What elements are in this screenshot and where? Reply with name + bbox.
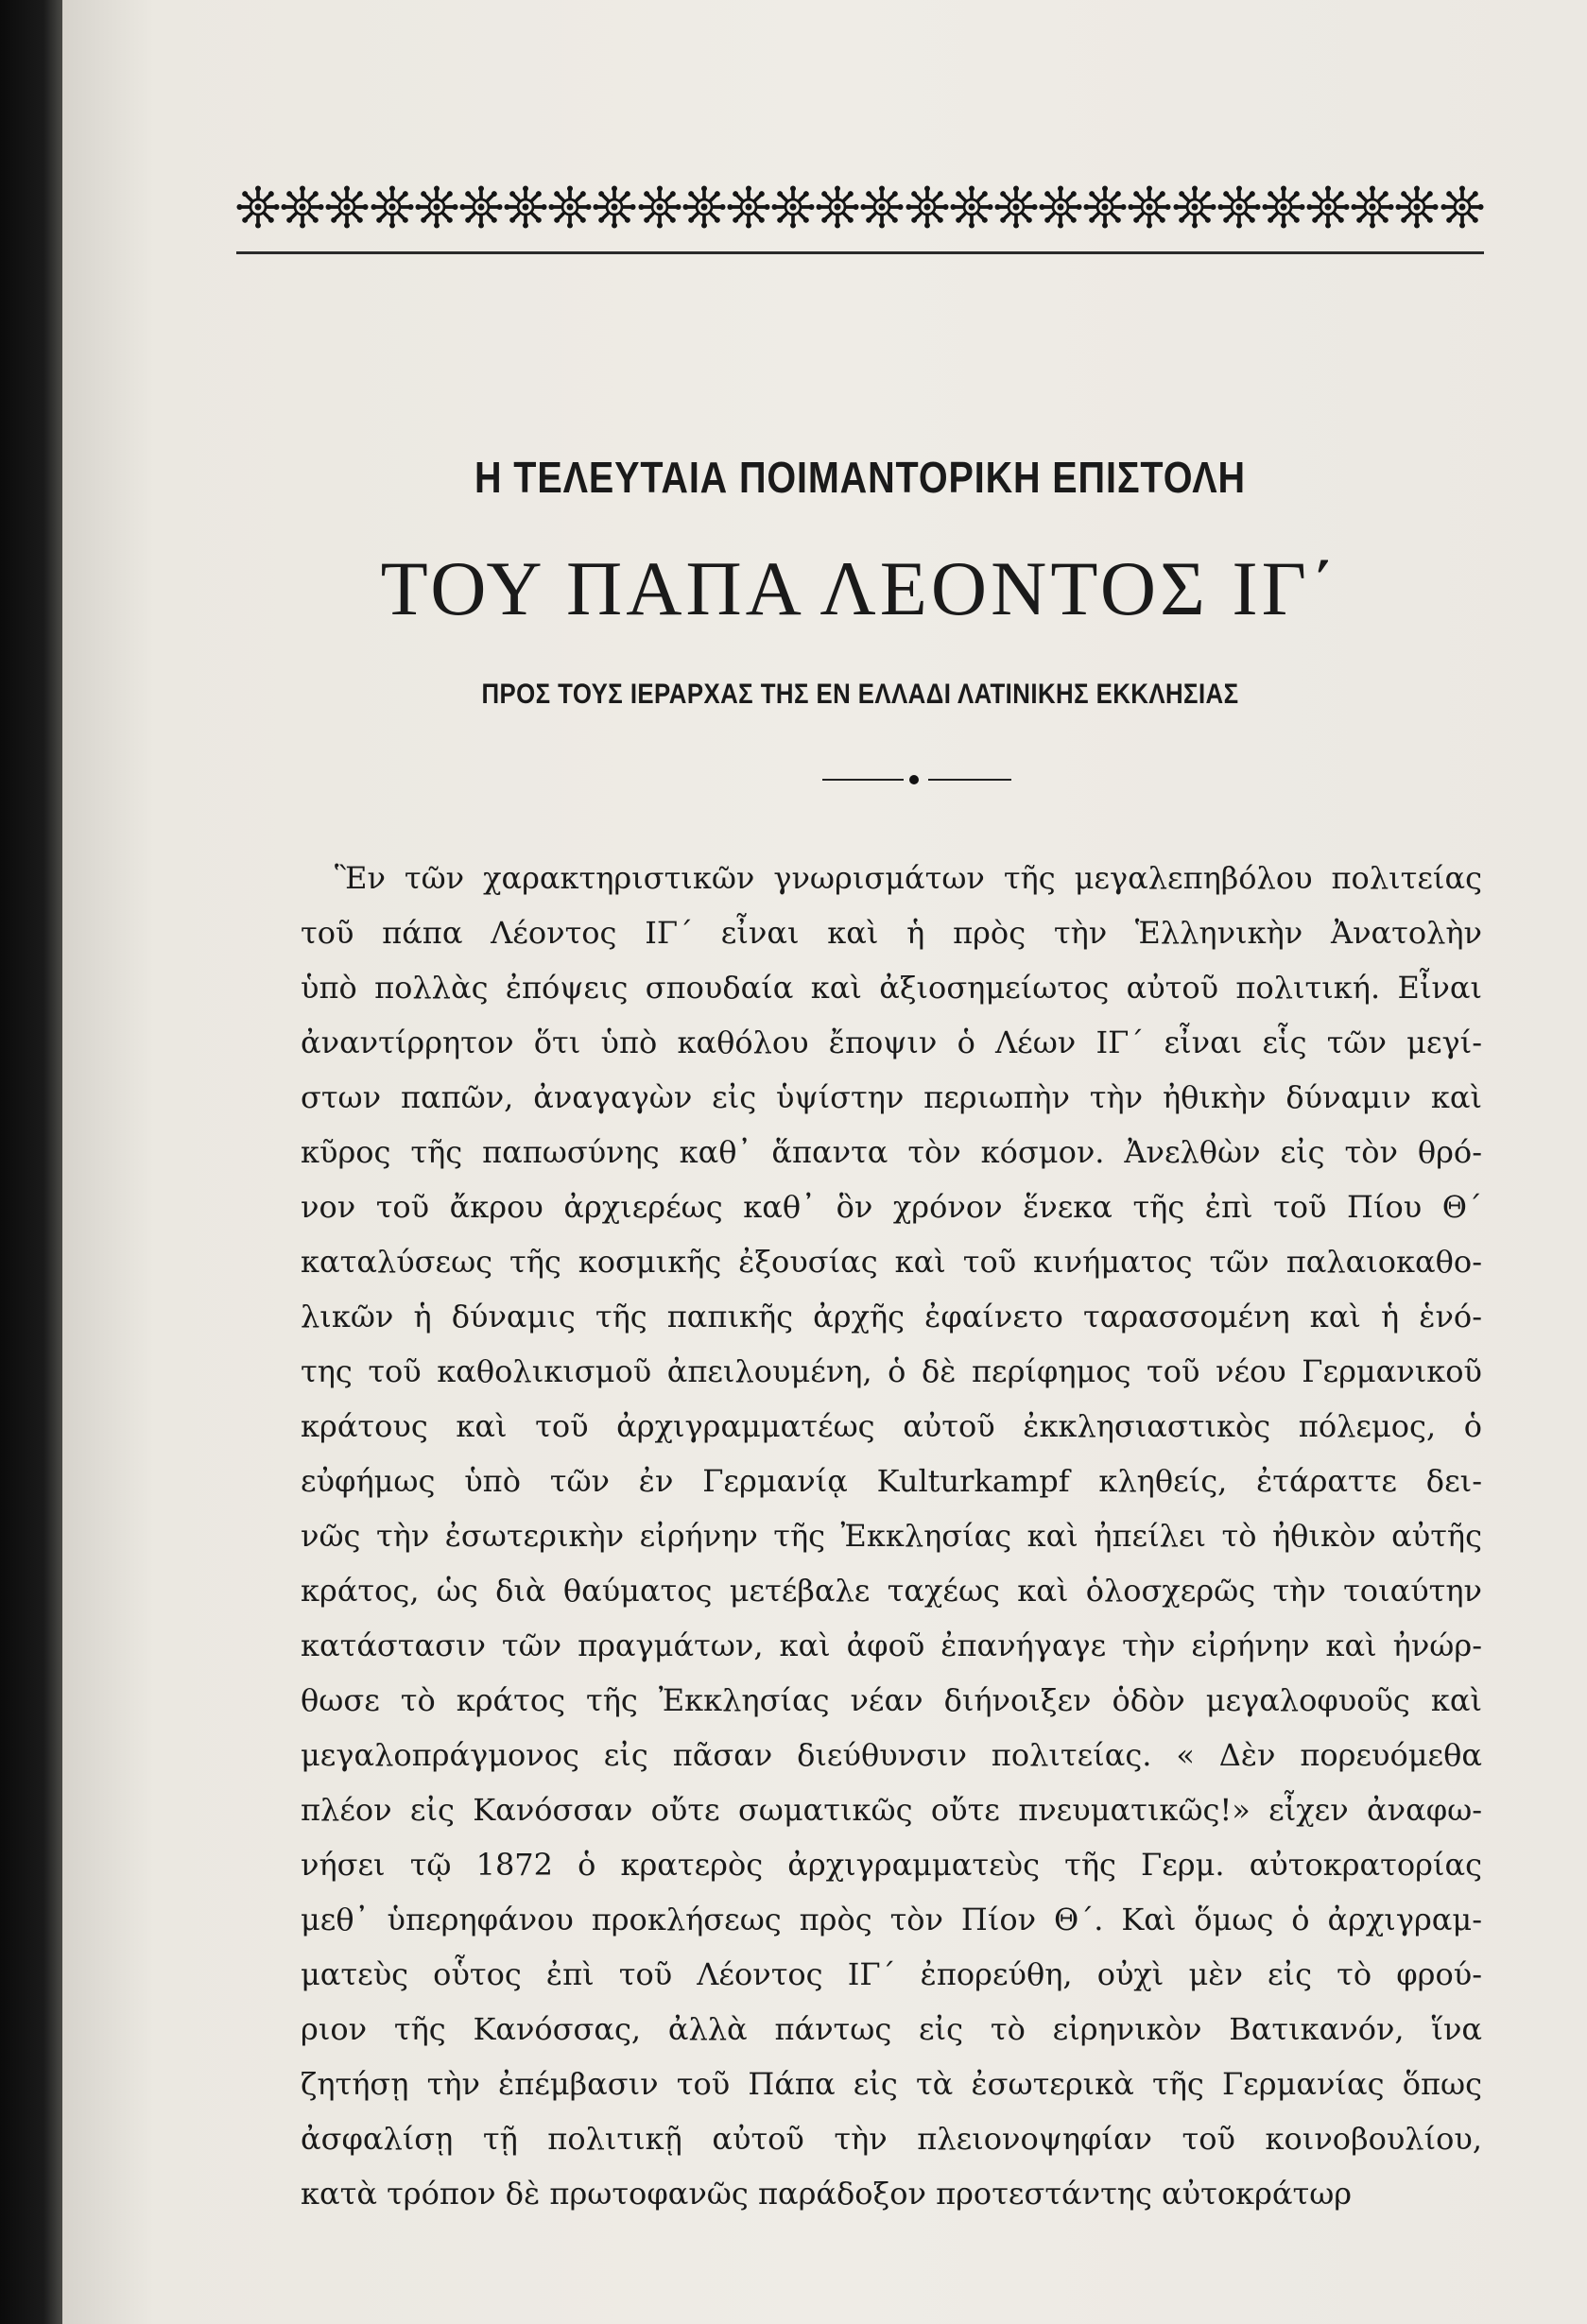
- body-line: νῶς τὴν ἐσωτερικὴν εἰρήνην τῆς Ἐκκλησίας καὶ ἠπείλει τὸ ἠθικὸν αὐτῆς: [301, 1518, 1482, 1554]
- floral-ornament-icon: [1173, 185, 1216, 229]
- body-line: κατάστασιν τῶν πραγμάτων, καὶ ἀφοῦ ἐπανήγαγε τὴν εἰρήνην καὶ ἠνώρ-: [301, 1627, 1482, 1663]
- floral-ornament-icon: [1395, 185, 1439, 229]
- floral-ornament-icon: [415, 185, 458, 229]
- body-line: κατὰ τρόπον δὲ πρωτοφανῶς παράδοξον προτεστάντης αὐτοκράτωρ: [301, 2176, 1353, 2212]
- floral-ornament-icon: [1039, 185, 1082, 229]
- body-line: ὑπὸ πολλὰς ἐπόψεις σπουδαία καὶ ἀξιοσημείωτος αὐτοῦ πολιτική. Εἶναι: [301, 970, 1482, 1006]
- section-separator: [822, 775, 1011, 784]
- body-line: μεθ᾽ ὑπερηφάνου προκλήσεως πρὸς τὸν Πίον Θ΄. Καὶ ὅμως ὁ ἀρχιγραμ-: [301, 1902, 1482, 1937]
- body-line: καταλύσεως τῆς κοσμικῆς ἐξουσίας καὶ τοῦ κινήματος τῶν παλαιοκαθο-: [301, 1244, 1482, 1280]
- article-body: [301, 851, 1482, 2221]
- floral-ornament-icon: [771, 185, 815, 229]
- body-line: πλέον εἰς Κανόσσαν οὔτε σωματικῶς οὔτε πνευματικῶς!» εἶχεν ἀναφω-: [301, 1792, 1482, 1828]
- body-line: ἀναντίρρητον ὅτι ὑπὸ καθόλου ἔποψιν ὁ Λέων ΙΓ΄ εἶναι εἷς τῶν μεγί-: [301, 1024, 1482, 1060]
- body-line: νον τοῦ ἄκρου ἀρχιερέως καθ᾽ ὃν χρόνον ἕνεκα τῆς ἐπὶ τοῦ Πίου Θ΄: [301, 1189, 1482, 1225]
- decorative-ornament-band: [236, 185, 1484, 229]
- body-line: θωσε τὸ κράτος τῆς Ἐκκλησίας νέαν διήνοιξεν ὁδὸν μεγαλοφυοῦς καὶ: [301, 1682, 1482, 1718]
- body-line: Ἓν τῶν χαρακτηριστικῶν γνωρισμάτων τῆς μεγαλεπηβόλου πολιτείας: [335, 860, 1482, 896]
- floral-ornament-icon: [593, 185, 636, 229]
- body-line: της τοῦ καθολικισμοῦ ἀπειλουμένη, ὁ δὲ περίφημος τοῦ νέου Γερμανικοῦ: [301, 1353, 1482, 1389]
- floral-ornament-icon: [1128, 185, 1171, 229]
- separator-dot: [909, 775, 919, 784]
- body-line: τοῦ πάπα Λέοντος ΙΓ΄ εἶναι καὶ ἡ πρὸς τὴν Ἑλληνικὴν Ἀνατολὴν: [301, 915, 1482, 951]
- floral-ornament-icon: [548, 185, 592, 229]
- book-binding-edge: [0, 0, 62, 2324]
- header-rule: [236, 251, 1484, 254]
- floral-ornament-icon: [994, 185, 1038, 229]
- floral-ornament-icon: [860, 185, 904, 229]
- body-line: μεγαλοπράγμονος εἰς πᾶσαν διεύθυνσιν πολιτείας. « Δὲν πορευόμεθα: [301, 1737, 1482, 1773]
- floral-ornament-icon: [371, 185, 414, 229]
- body-line: κράτος, ὡς διὰ θαύματος μετέβαλε ταχέως καὶ ὁλοσχερῶς τὴν τοιαύτην: [301, 1573, 1482, 1609]
- body-line: κῦρος τῆς παπωσύνης καθ᾽ ἅπαντα τὸν κόσμον. Ἀνελθὼν εἰς τὸν θρό-: [301, 1134, 1482, 1170]
- floral-ornament-icon: [325, 185, 369, 229]
- floral-ornament-icon: [236, 185, 280, 229]
- floral-ornament-icon: [638, 185, 681, 229]
- floral-ornament-icon: [459, 185, 503, 229]
- floral-ornament-icon: [1440, 185, 1484, 229]
- separator-line-right: [928, 779, 1011, 781]
- body-line: ζητήσῃ τὴν ἐπέμβασιν τοῦ Πάπα εἰς τὰ ἐσωτερικὰ τῆς Γερμανίας ὅπως: [301, 2066, 1482, 2102]
- body-line: ματεὺς οὗτος ἐπὶ τοῦ Λέοντος ΙΓ΄ ἐπορεύθη, οὐχὶ μὲν εἰς τὸ φρού-: [301, 1956, 1482, 1992]
- floral-ornament-icon: [816, 185, 859, 229]
- floral-ornament-icon: [682, 185, 726, 229]
- floral-ornament-icon: [727, 185, 770, 229]
- floral-ornament-icon: [950, 185, 993, 229]
- article-heading-line-2: ΤΟΥ ΠΑΠΑ ΛΕΟΝΤΟΣ ΙΓ΄: [380, 545, 1340, 631]
- body-line: νήσει τῷ 1872 ὁ κρατερὸς ἀρχιγραμματεὺς τῆς Γερμ. αὐτοκρατορίας: [301, 1847, 1482, 1883]
- floral-ornament-icon: [1351, 185, 1394, 229]
- body-line: ριον τῆς Κανόσσας, ἀλλὰ πάντως εἰς τὸ εἰρηνικὸν Βατικανόν, ἵνα: [301, 2011, 1482, 2047]
- floral-ornament-icon: [1262, 185, 1305, 229]
- body-line: ἀσφαλίσῃ τῇ πολιτικῇ αὐτοῦ τὴν πλειονοψηφίαν τοῦ κοινοβουλίου,: [301, 2121, 1482, 2157]
- body-line: εὐφήμως ὑπὸ τῶν ἐν Γερμανίᾳ Kulturkampf κληθείς, ἐτάραττε δει-: [301, 1463, 1482, 1499]
- separator-line-left: [822, 779, 904, 781]
- floral-ornament-icon: [504, 185, 547, 229]
- body-line: κράτους καὶ τοῦ ἀρχιγραμματέως αὐτοῦ ἐκκλησιαστικὸς πόλεμος, ὁ: [301, 1408, 1482, 1444]
- article-heading-line-3: ΠΡΟΣ ΤΟΥΣ ΙΕΡΑΡΧΑΣ ΤΗΣ ΕΝ ΕΛΛΑΔΙ ΛΑΤΙΝΙΚΗΣ ΕΚΚΛΗΣΙΑΣ: [481, 679, 1239, 710]
- floral-ornament-icon: [1217, 185, 1261, 229]
- body-line: στων παπῶν, ἀναγαγὼν εἰς ὑψίστην περιωπὴν τὴν ἠθικὴν δύναμιν καὶ: [301, 1079, 1482, 1115]
- body-line: λικῶν ἡ δύναμις τῆς παπικῆς ἀρχῆς ἐφαίνετο ταρασσομένη καὶ ἡ ἑνό-: [301, 1299, 1482, 1334]
- floral-ornament-icon: [281, 185, 324, 229]
- floral-ornament-icon: [1306, 185, 1350, 229]
- article-heading-line-1: Η ΤΕΛΕΥΤΑΙΑ ΠΟΙΜΑΝΤΟΡΙΚΗ ΕΠΙΣΤΟΛΗ: [474, 453, 1246, 502]
- floral-ornament-icon: [1083, 185, 1127, 229]
- floral-ornament-icon: [906, 185, 949, 229]
